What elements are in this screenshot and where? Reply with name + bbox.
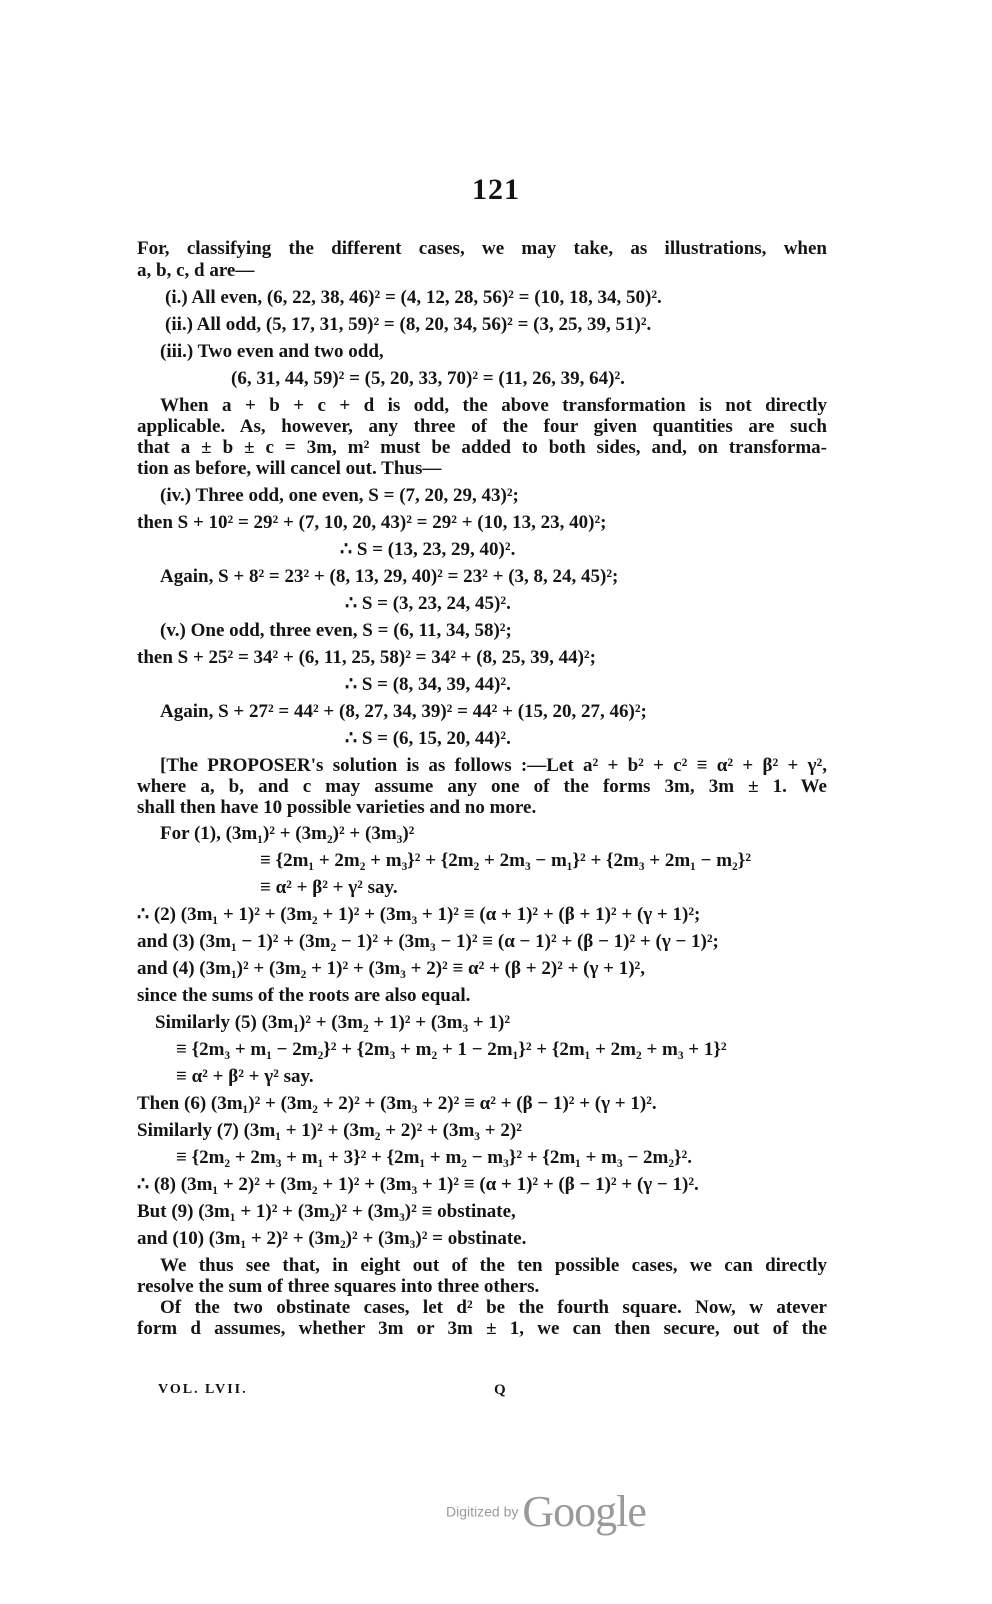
volume-footer: VOL. LVII. (158, 1382, 248, 1397)
equation-line: ∴ S = (8, 34, 39, 44)². (345, 674, 511, 695)
equation-line: Again, S + 27² = 44² + (8, 27, 34, 39)² = 44² + (15, 20, 27, 46)²; (160, 701, 647, 722)
equation-line: ∴ S = (6, 15, 20, 44)². (345, 728, 511, 749)
equation-line: then S + 10² = 29² + (7, 10, 20, 43)² = 29² + (10, 13, 23, 40)²; (137, 512, 607, 533)
equation-line: and (4) (3m₁)² + (3m₂ + 1)² + (3m₃ + 2)² ≡ α² + (β + 2)² + (γ + 1)², (137, 958, 645, 979)
equation-line: Again, S + 8² = 23² + (8, 13, 29, 40)² = 23² + (3, 8, 24, 45)²; (160, 566, 619, 587)
text-line: Of the two obstinate cases, let d² be the fourth square. Now, w atever (160, 1297, 827, 1318)
equation-line: ∴ (2) (3m₁ + 1)² + (3m₂ + 1)² + (3m₃ + 1)² ≡ (α + 1)² + (β + 1)² + (γ + 1)²; (137, 904, 701, 925)
text-line: tion as before, will cancel out. Thus— (137, 458, 442, 479)
equation-line: Similarly (7) (3m₁ + 1)² + (3m₂ + 2)² + (3m₃ + 2)² (137, 1120, 522, 1141)
equation-line: ∴ S = (3, 23, 24, 45)². (345, 593, 511, 614)
equation-line: But (9) (3m₁ + 1)² + (3m₂)² + (3m₃)² ≡ obstinate, (137, 1201, 516, 1222)
text-line: form d assumes, whether 3m or 3m ± 1, we can then secure, out of the (137, 1318, 827, 1339)
equation-line: (6, 31, 44, 59)² = (5, 20, 33, 70)² = (11, 26, 39, 64)². (231, 368, 625, 389)
text-line: [The PROPOSER's solution is as follows :—Let a² + b² + c² ≡ α² + β² + γ², (160, 755, 827, 776)
text-line: resolve the sum of three squares into three others. (137, 1276, 540, 1297)
text-line: where a, b, and c may assume any one of the forms 3m, 3m ± 1. We (137, 776, 827, 797)
equation-line: ≡ {2m₁ + 2m₂ + m₃}² + {2m₂ + 2m₃ − m₁}² + {2m₃ + 2m₁ − m₂}² (260, 850, 751, 871)
text-line: (iii.) Two even and two odd, (160, 341, 384, 362)
equation-line: Then (6) (3m₁)² + (3m₂ + 2)² + (3m₃ + 2)² ≡ α² + (β − 1)² + (γ + 1)². (137, 1093, 657, 1114)
text-line: applicable. As, however, any three of the four given quantities are such (137, 416, 827, 437)
equation-line: For (1), (3m₁)² + (3m₂)² + (3m₃)² (160, 823, 415, 844)
text-line: that a ± b ± c = 3m, m² must be added to both sides, and, on transforma- (137, 437, 827, 458)
equation-line: ∴ S = (13, 23, 29, 40)². (340, 539, 516, 560)
equation-line: ≡ α² + β² + γ² say. (176, 1066, 314, 1087)
equation-line: and (10) (3m₁ + 2)² + (3m₂)² + (3m₃)² = obstinate. (137, 1228, 527, 1249)
equation-line: (v.) One odd, three even, S = (6, 11, 34, 58)²; (160, 620, 512, 641)
equation-line: (i.) All even, (6, 22, 38, 46)² = (4, 12, 28, 56)² = (10, 18, 34, 50)². (165, 287, 662, 308)
equation-line: ≡ α² + β² + γ² say. (260, 877, 398, 898)
equation-line: (ii.) All odd, (5, 17, 31, 59)² = (8, 20, 34, 56)² = (3, 25, 39, 51)². (165, 314, 652, 335)
text-line: a, b, c, d are— (137, 260, 255, 281)
equation-line: ∴ (8) (3m₁ + 2)² + (3m₂ + 1)² + (3m₃ + 1)² ≡ (α + 1)² + (β − 1)² + (γ − 1)². (137, 1174, 699, 1195)
text-line: shall then have 10 possible varieties and no more. (137, 797, 537, 818)
equation-line: (iv.) Three odd, one even, S = (7, 20, 29, 43)²; (160, 485, 519, 506)
text-line: We thus see that, in eight out of the ten possible cases, we can directly (160, 1255, 827, 1276)
digitized-watermark (446, 1486, 646, 1537)
watermark-small-text: Digitized by (446, 1503, 519, 1520)
text-line: For, classifying the different cases, we may take, as illustrations, when (137, 238, 827, 259)
equation-line: Similarly (5) (3m₁)² + (3m₂ + 1)² + (3m₃ + 1)² (155, 1012, 511, 1033)
page-number: 121 (472, 173, 520, 206)
text-line: since the sums of the roots are also equal. (137, 985, 471, 1006)
equation-line: then S + 25² = 34² + (6, 11, 25, 58)² = 34² + (8, 25, 39, 44)²; (137, 647, 596, 668)
equation-line: ≡ {2m₃ + m₁ − 2m₂}² + {2m₃ + m₂ + 1 − 2m₁}² + {2m₁ + 2m₂ + m₃ + 1}² (176, 1039, 727, 1060)
signature-mark: Q (494, 1382, 506, 1398)
equation-line: and (3) (3m₁ − 1)² + (3m₂ − 1)² + (3m₃ − 1)² ≡ (α − 1)² + (β − 1)² + (γ − 1)²; (137, 931, 719, 952)
text-line: When a + b + c + d is odd, the above transformation is not directly (160, 395, 827, 416)
watermark-logo-text: Google (522, 1487, 646, 1536)
equation-line: ≡ {2m₂ + 2m₃ + m₁ + 3}² + {2m₁ + m₂ − m₃}² + {2m₁ + m₃ − 2m₂}². (176, 1147, 692, 1168)
